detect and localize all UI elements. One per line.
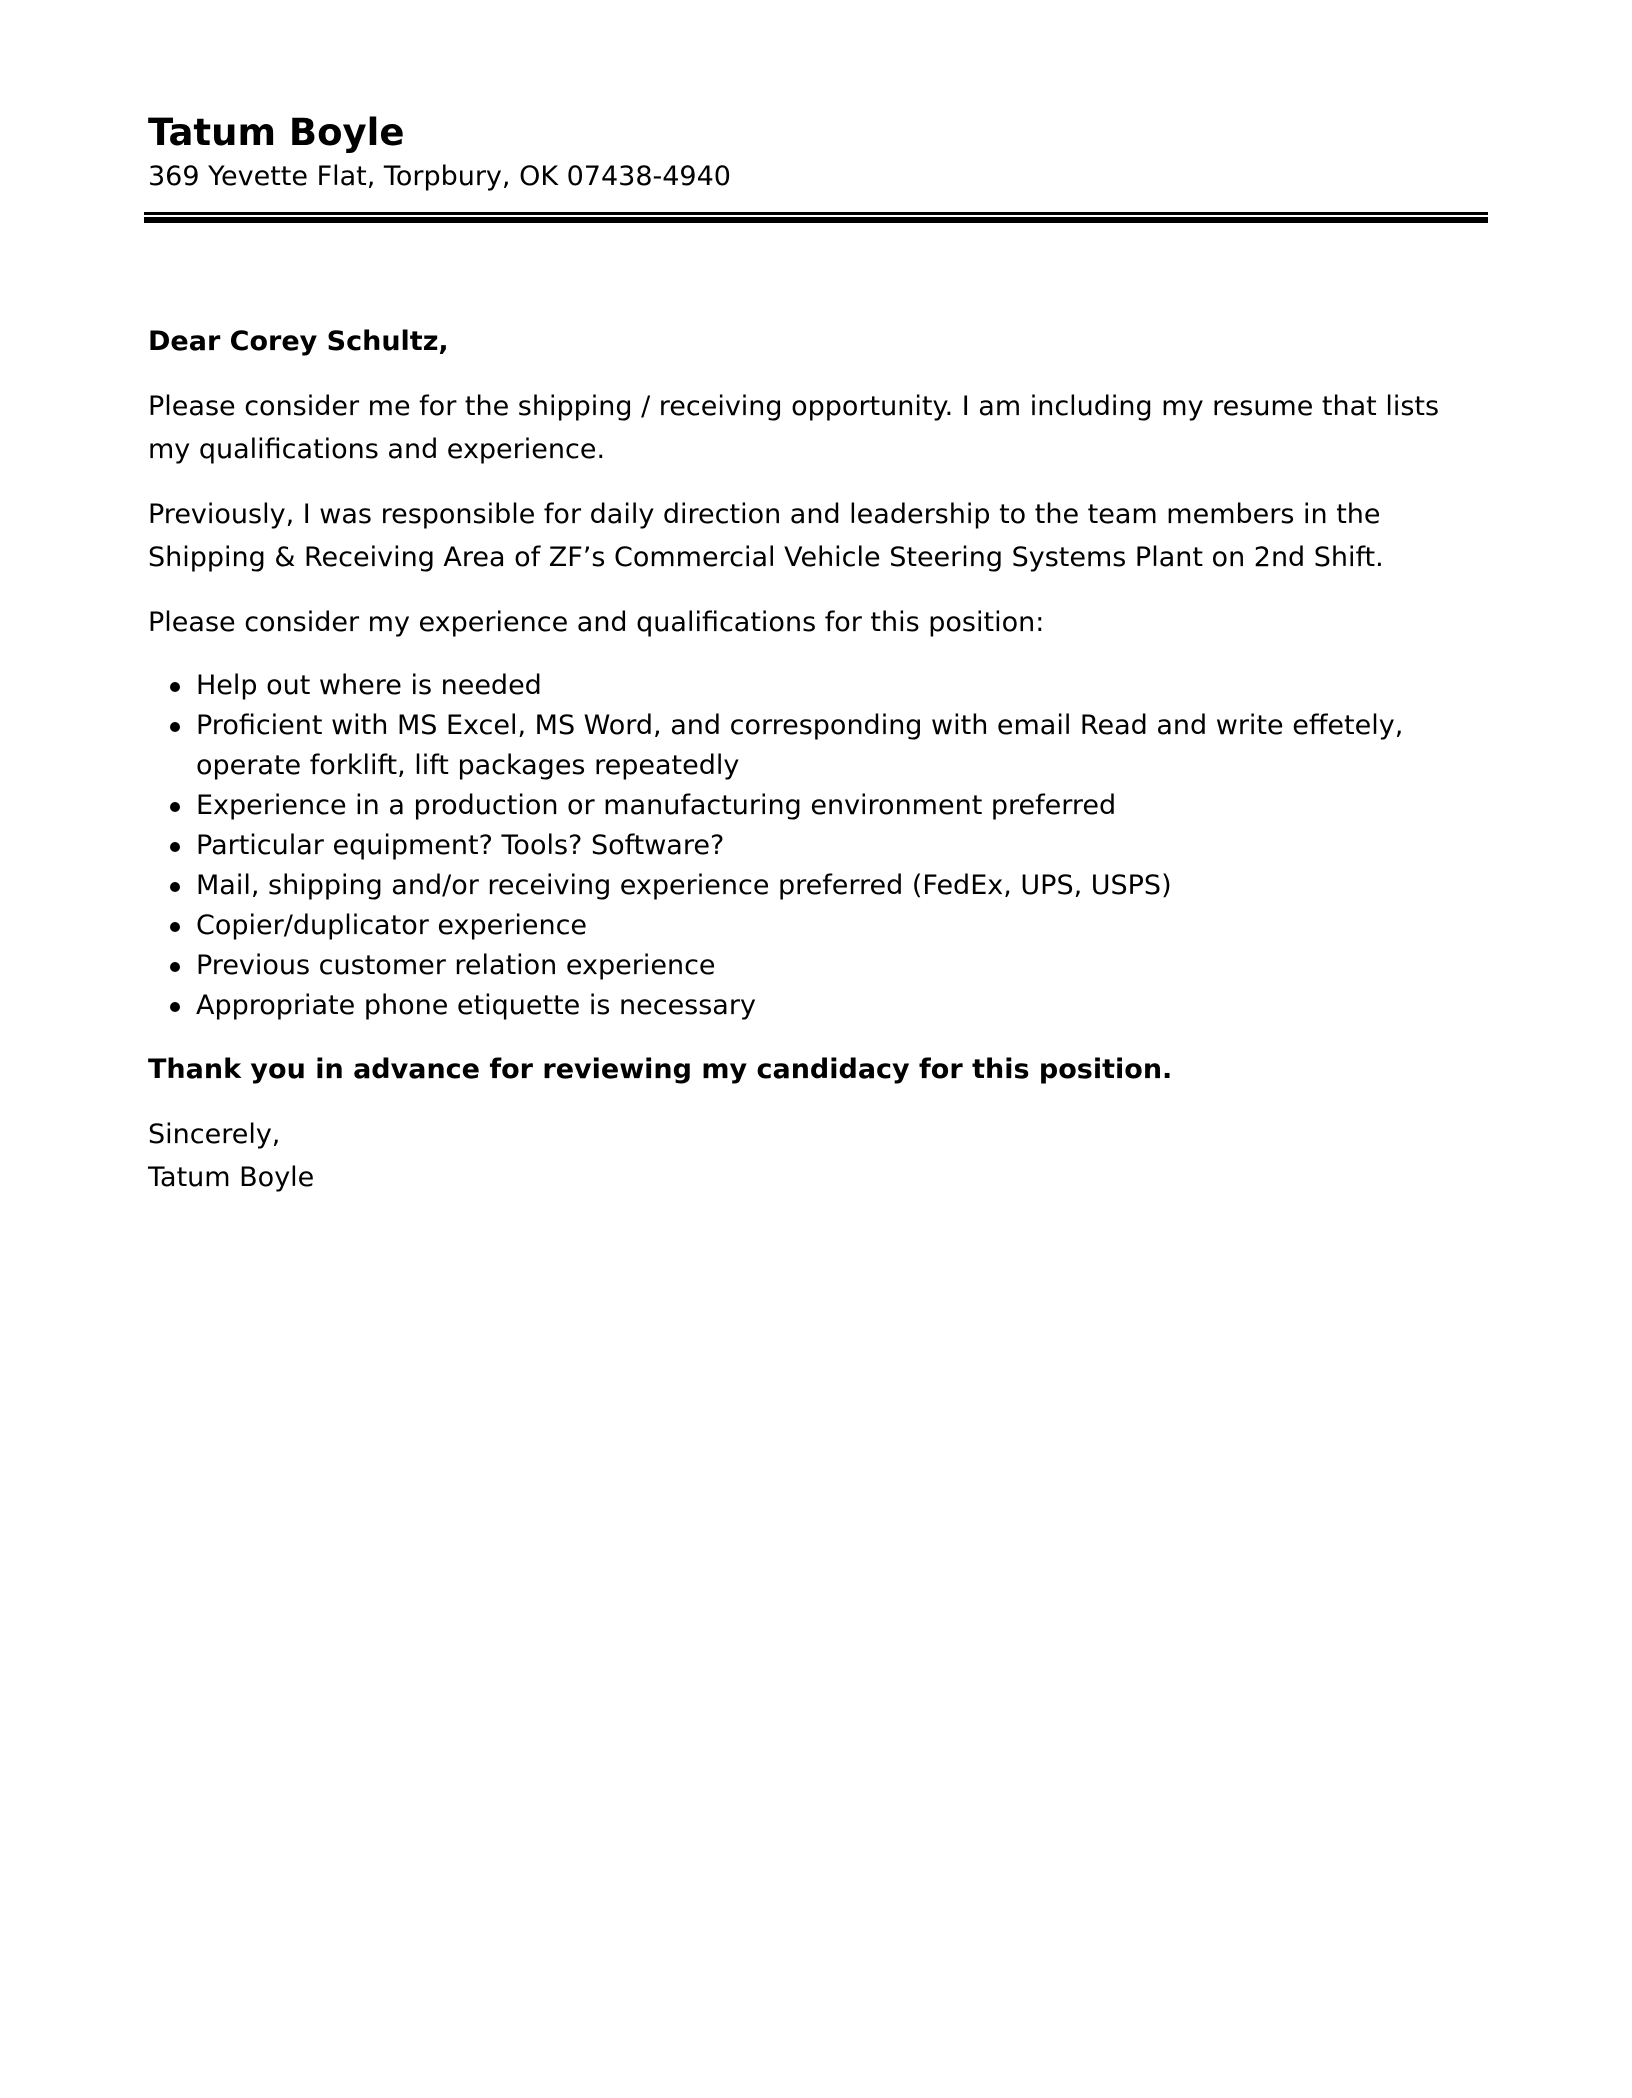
letter-header: [148, 108, 1484, 196]
paragraph-intro: Please consider me for the shipping / receiving opportunity. I am including my resume that lists my qualifications and experience.: [148, 391, 1440, 465]
divider-thick-line: [144, 217, 1488, 223]
list-item: [148, 706, 1484, 786]
sender-address: 369 Yevette Flat, Torpbury, OK 07438-4940: [148, 161, 731, 192]
bullet-dot-icon: [170, 682, 180, 692]
letter-body: [148, 320, 1484, 1199]
bullet-dot-icon: [170, 1002, 180, 1012]
bullet-dot-icon: [170, 722, 180, 732]
list-item-text: Copier/duplicator experience: [196, 910, 588, 941]
paragraph-experience: Previously, I was responsible for daily direction and leadership to the team members in the Shipping & Receiving Area of ZF’s Commercial Vehicle Steering Systems Plant on 2nd Shift.: [148, 499, 1384, 573]
list-item: [148, 986, 1484, 1026]
list-item-text: Appropriate phone etiquette is necessary: [196, 990, 756, 1021]
signature-name: Tatum Boyle: [148, 1162, 315, 1193]
closing-statement: Thank you in advance for reviewing my candidacy for this position.: [148, 1054, 1173, 1085]
bullet-dot-icon: [170, 962, 180, 972]
bullet-dot-icon: [170, 842, 180, 852]
list-item: [148, 906, 1484, 946]
list-item-text: Mail, shipping and/or receiving experience preferred (FedEx, UPS, USPS): [196, 870, 1172, 901]
list-item: [148, 786, 1484, 826]
salutation: Dear Corey Schultz,: [148, 326, 449, 357]
list-item-text: Help out where is needed: [196, 670, 542, 701]
header-divider: [144, 212, 1488, 223]
signoff: Sincerely,: [148, 1119, 281, 1150]
bullet-dot-icon: [170, 882, 180, 892]
list-item: [148, 866, 1484, 906]
qualifications-list: [148, 666, 1484, 1026]
list-item: [148, 826, 1484, 866]
list-item-text: Particular equipment? Tools? Software?: [196, 830, 725, 861]
sender-name: Tatum Boyle: [148, 111, 405, 154]
list-item: [148, 946, 1484, 986]
paragraph-qualifications-lead: Please consider my experience and qualifications for this position:: [148, 607, 1045, 638]
list-item-text: Previous customer relation experience: [196, 950, 716, 981]
bullet-dot-icon: [170, 802, 180, 812]
list-item-text: Experience in a production or manufacturing environment preferred: [196, 790, 1117, 821]
list-item-text: Proficient with MS Excel, MS Word, and corresponding with email Read and write effetely, operate forklift, lift packages repeatedly: [196, 710, 1404, 781]
bullet-dot-icon: [170, 922, 180, 932]
list-item: [148, 666, 1484, 706]
